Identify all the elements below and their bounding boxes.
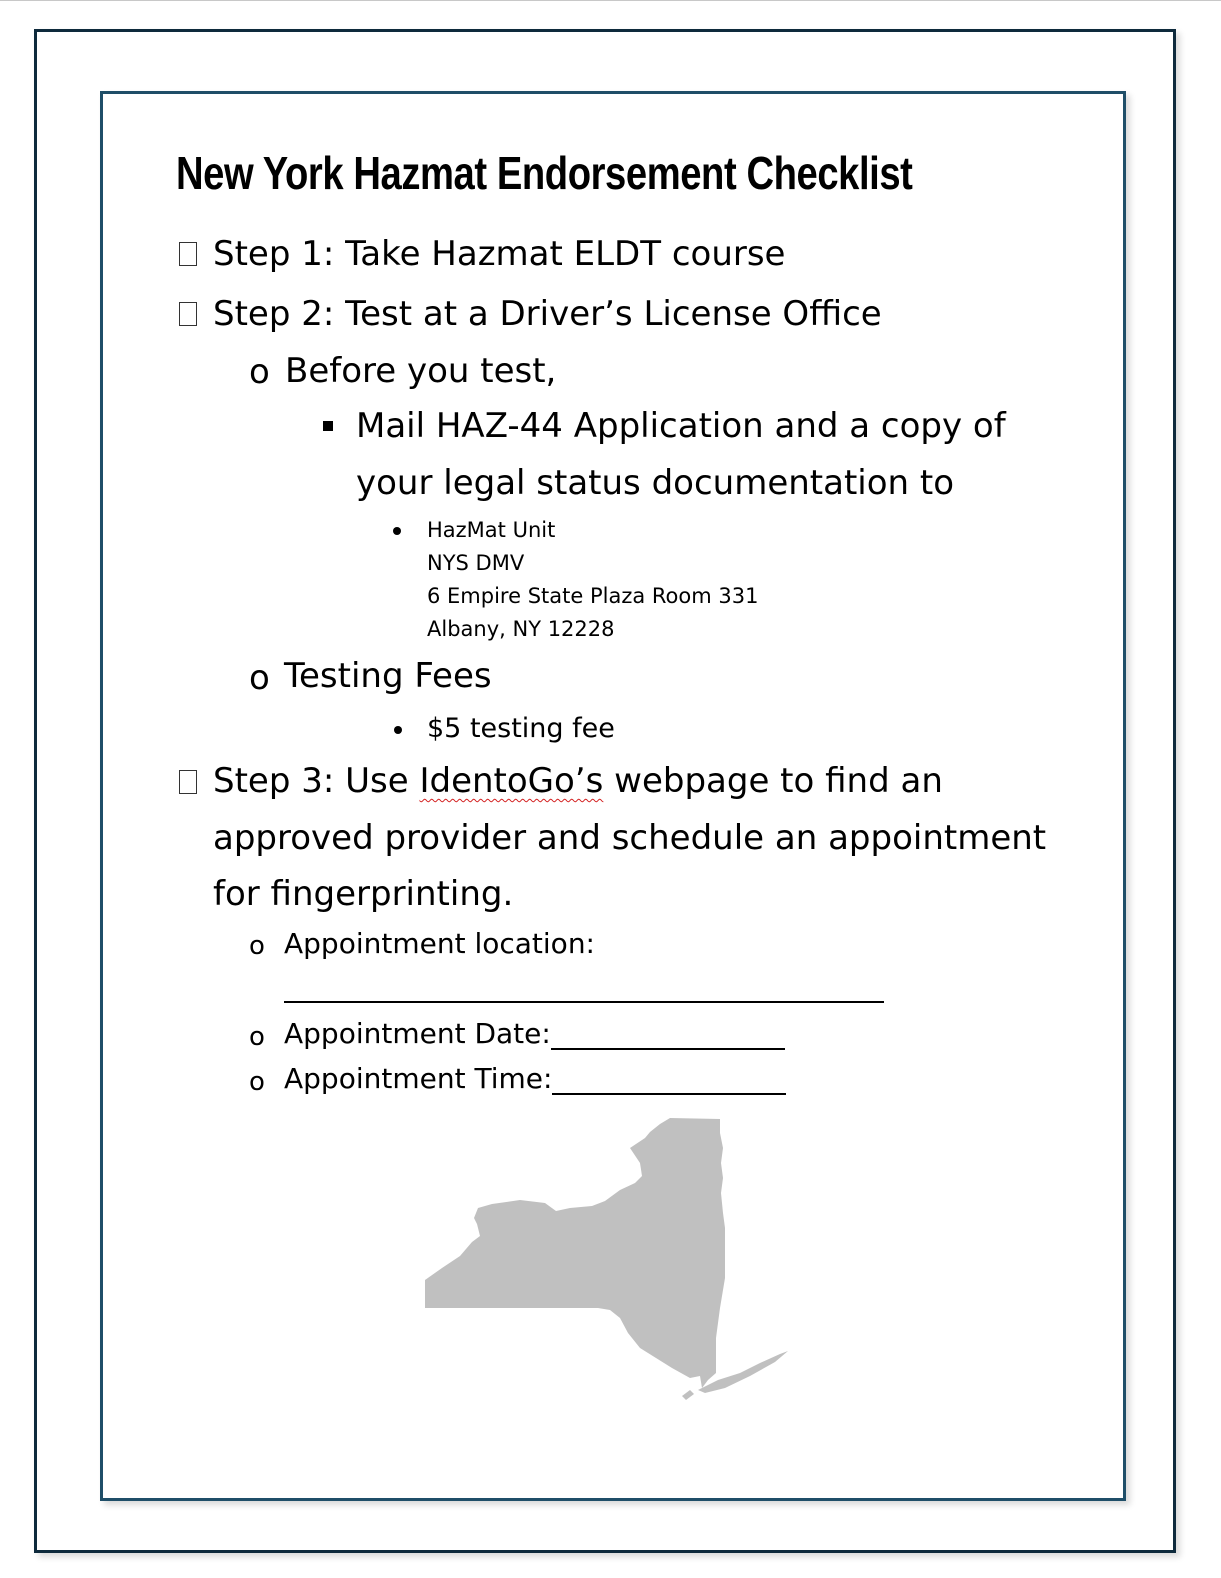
before-you-test-label: Before you test, xyxy=(285,351,557,391)
step-3-label-line3: for fingerprinting. xyxy=(213,874,514,914)
square-bullet-icon xyxy=(323,421,333,431)
window-top-edge xyxy=(0,0,1221,1)
circle-bullet-icon: o xyxy=(249,658,270,698)
circle-bullet-icon: o xyxy=(249,1022,265,1052)
step-3-checkbox[interactable] xyxy=(179,770,197,794)
testing-fee-value: $5 testing fee xyxy=(427,713,615,744)
circle-bullet-icon: o xyxy=(249,931,265,961)
appointment-date-label: Appointment Date: xyxy=(284,1017,551,1050)
step-3-label-line1 xyxy=(213,761,943,801)
appointment-time-field[interactable] xyxy=(552,1092,786,1095)
identogo-link[interactable]: IdentoGo’s xyxy=(419,761,604,801)
step-3-suffix: webpage to find an xyxy=(603,761,943,801)
step-1-label: Step 1: Take Hazmat ELDT course xyxy=(213,234,786,274)
address-line: 6 Empire State Plaza Room 331 xyxy=(427,584,759,608)
address-line: NYS DMV xyxy=(427,551,525,575)
appointment-date-field[interactable] xyxy=(551,1047,785,1050)
testing-fees-label: Testing Fees xyxy=(284,656,492,696)
address-line: HazMat Unit xyxy=(427,518,556,542)
circle-bullet-icon: o xyxy=(249,352,270,392)
appointment-location-label: Appointment location: xyxy=(284,927,595,960)
page-title: New York Hazmat Endorsement Checklist xyxy=(176,147,913,199)
mail-instruction-line1: Mail HAZ-44 Application and a copy of xyxy=(356,406,1006,446)
circle-bullet-icon: o xyxy=(249,1067,265,1097)
address-bullet-icon xyxy=(393,527,401,535)
ny-mainland-shape xyxy=(425,1118,725,1388)
mail-instruction-line2: your legal status documentation to xyxy=(356,463,955,503)
step-2-checkbox[interactable] xyxy=(179,302,197,326)
fee-bullet-icon xyxy=(394,726,402,734)
address-block xyxy=(427,514,758,646)
step-3-label-line2: approved provider and schedule an appointment xyxy=(213,818,1047,858)
appointment-time-label: Appointment Time: xyxy=(284,1062,553,1095)
appointment-location-field[interactable] xyxy=(284,1001,884,1003)
address-line: Albany, NY 12228 xyxy=(427,617,615,641)
new-york-state-map xyxy=(420,1118,790,1408)
step-3-prefix: Step 3: Use xyxy=(213,761,420,801)
step-2-label: Step 2: Test at a Driver’s License Office xyxy=(213,294,882,334)
staten-island-shape xyxy=(682,1390,694,1400)
step-1-checkbox[interactable] xyxy=(179,242,197,266)
